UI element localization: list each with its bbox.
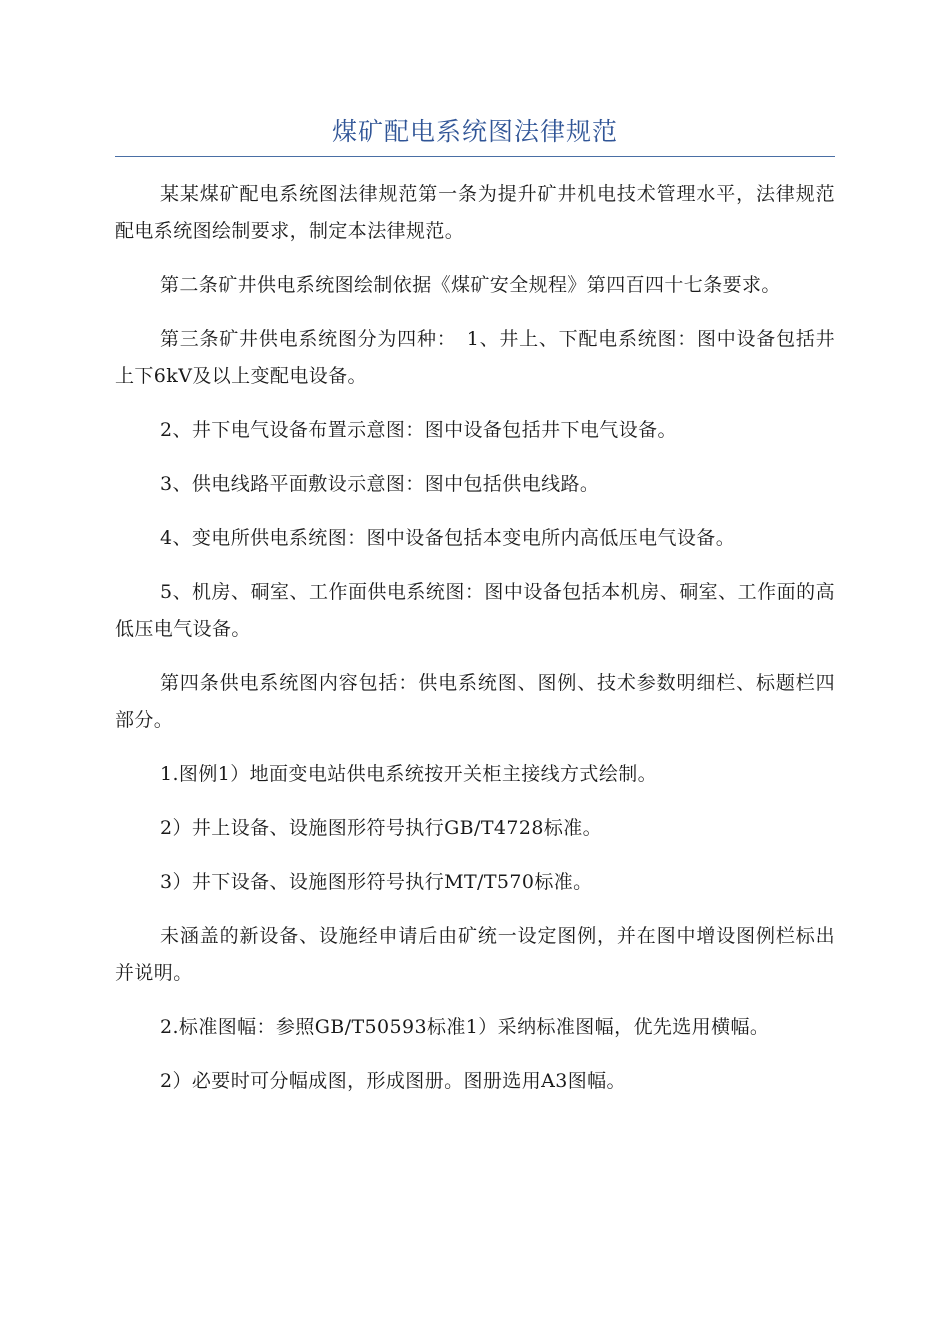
paragraph: 5、机房、硐室、工作面供电系统图：图中设备包括本机房、硐室、工作面的高低压电气设备。 xyxy=(115,581,835,640)
paragraph: 2.标准图幅：参照GB/T50593标准1）采纳标准图幅，优先选用横幅。 xyxy=(160,1016,770,1038)
paragraph: 第三条矿井供电系统图分为四种： 1、井上、下配电系统图：图中设备包括井上下6kV及以上变配电设备。 xyxy=(115,328,835,387)
paragraph: 某某煤矿配电系统图法律规范第一条为提升矿井机电技术管理水平，法律规范配电系统图绘制要求，制定本法律规范。 xyxy=(115,183,835,242)
paragraph: 第四条供电系统图内容包括：供电系统图、图例、技术参数明细栏、标题栏四部分。 xyxy=(115,672,835,731)
paragraph: 第二条矿井供电系统图绘制依据《煤矿安全规程》第四百四十七条要求。 xyxy=(160,274,781,296)
document-title: 煤矿配电系统图法律规范 xyxy=(331,117,618,146)
title-block xyxy=(115,112,835,157)
paragraph: 4、变电所供电系统图：图中设备包括本变电所内高低压电气设备。 xyxy=(160,527,736,549)
paragraph: 1.图例1）地面变电站供电系统按开关柜主接线方式绘制。 xyxy=(160,763,658,785)
paragraph: 2）井上设备、设施图形符号执行GB/T4728标准。 xyxy=(160,817,603,839)
document-body xyxy=(115,176,835,1117)
paragraph: 未涵盖的新设备、设施经申请后由矿统一设定图例，并在图中增设图例栏标出并说明。 xyxy=(115,925,835,984)
paragraph: 3、供电线路平面敷设示意图：图中包括供电线路。 xyxy=(160,473,600,495)
paragraph: 3）井下设备、设施图形符号执行MT/T570标准。 xyxy=(160,871,593,893)
paragraph: 2）必要时可分幅成图，形成图册。图册选用A3图幅。 xyxy=(160,1070,626,1092)
paragraph: 2、井下电气设备布置示意图：图中设备包括井下电气设备。 xyxy=(160,419,677,441)
